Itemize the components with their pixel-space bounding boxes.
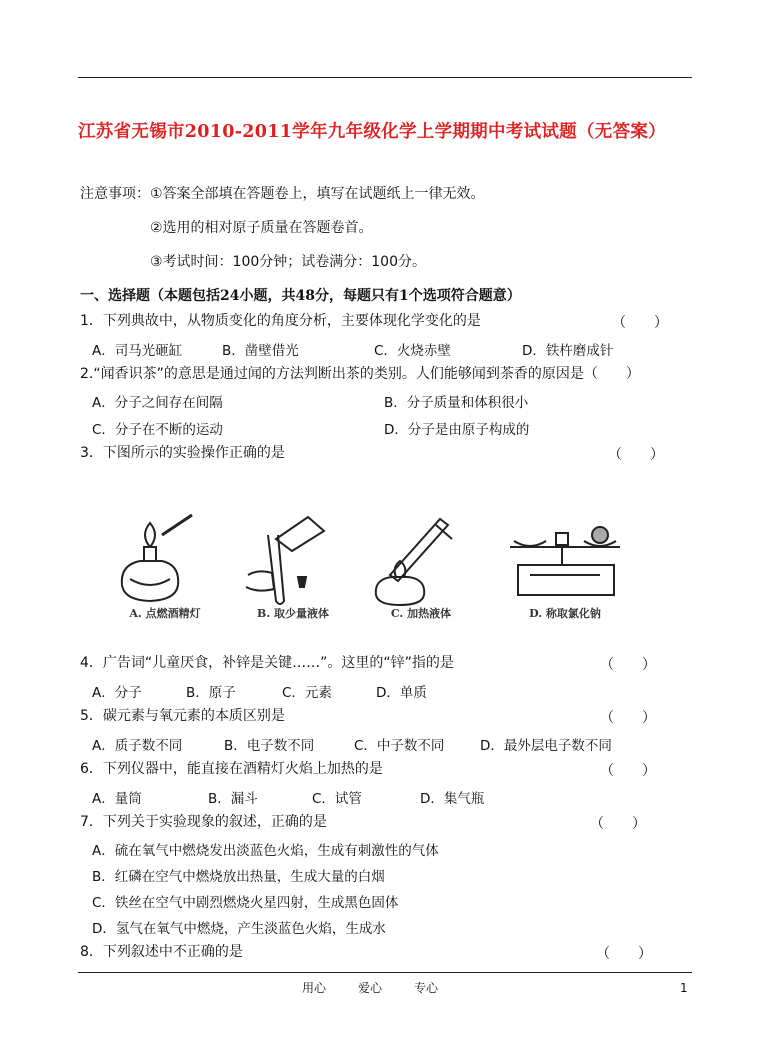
- question-6-option-b: B．漏斗: [208, 791, 258, 807]
- question-4-option-d: D．单质: [376, 685, 427, 701]
- question-4-answer-paren: （ ）: [600, 657, 656, 673]
- question-1-option-d: D．铁杵磨成针: [522, 343, 614, 359]
- question-2-option-c: C．分子在不断的运动: [92, 422, 223, 438]
- figure-c-caption: C. 加热液体: [390, 607, 452, 620]
- question-6-option-c: C．试管: [312, 791, 362, 807]
- question-2-stem: 2.“闻香识茶”的意思是通过闻的方法判断出茶的类别。人们能够闻到茶香的原因是（ ）: [80, 366, 640, 382]
- question-8-answer-paren: （ ）: [596, 946, 652, 962]
- notice-item-1: ①答案全部填在答题卷上，填写在试题纸上一律无效。: [150, 186, 485, 202]
- question-7-option-d: D．氢气在氧气中燃烧，产生淡蓝色火焰，生成水: [92, 921, 386, 937]
- notice-item-3: ③考试时间：100分钟；试卷满分：100分。: [150, 254, 426, 270]
- footer-text-2: 爱心: [358, 981, 383, 995]
- section-heading: 一、选择题（本题包括24小题，共48分，每题只有1个选项符合题意）: [80, 288, 521, 304]
- question-6-option-a: A．量筒: [92, 791, 142, 807]
- question-1-option-a: A．司马光砸缸: [92, 343, 183, 359]
- question-6-answer-paren: （ ）: [600, 763, 656, 779]
- question-1-option-c: C．火烧赤壁: [374, 343, 451, 359]
- question-4-stem: 4．广告词“儿童厌食，补锌是关键……”。这里的“锌”指的是: [80, 655, 454, 671]
- question-6-stem: 6．下列仪器中，能直接在酒精灯火焰上加热的是: [80, 761, 383, 777]
- question-7-answer-paren: （ ）: [590, 816, 646, 832]
- question-4-option-c: C．元素: [282, 685, 332, 701]
- footer-text-3: 专心: [414, 981, 439, 995]
- footer-rule: [78, 972, 692, 973]
- question-7-stem: 7．下列关于实验现象的叙述，正确的是: [80, 814, 327, 830]
- question-2-option-d: D．分子是由原子构成的: [384, 422, 530, 438]
- question-1-stem: 1．下列典故中，从物质变化的角度分析，主要体现化学变化的是: [80, 313, 481, 329]
- question-3-answer-paren: （ ）: [608, 447, 664, 463]
- question-5-option-b: B．电子数不同: [224, 738, 315, 754]
- question-7-option-a: A．硫在氧气中燃烧发出淡蓝色火焰，生成有刺激性的气体: [92, 843, 439, 859]
- page-number: 1: [680, 981, 688, 995]
- footer-text-1: 用心: [302, 981, 327, 995]
- figure-a-caption: A. 点燃酒精灯: [129, 607, 201, 620]
- question-2-option-a: A．分子之间存在间隔: [92, 395, 223, 411]
- figure-b-caption: B. 取少量液体: [257, 607, 329, 620]
- question-5-option-a: A．质子数不同: [92, 738, 183, 754]
- notice-label: 注意事项：: [80, 186, 150, 202]
- question-5-option-d: D．最外层电子数不同: [480, 738, 612, 754]
- question-7-option-c: C．铁丝在空气中剧烈燃烧火星四射，生成黑色固体: [92, 895, 399, 911]
- document-title: 江苏省无锡市2010-2011学年九年级化学上学期期中考试试题（无答案）: [78, 122, 666, 142]
- question-1-option-b: B．凿壁借光: [222, 343, 299, 359]
- question-5-stem: 5．碳元素与氧元素的本质区别是: [80, 708, 285, 724]
- question-4-option-b: B．原子: [186, 685, 236, 701]
- question-5-answer-paren: （ ）: [600, 710, 656, 726]
- figure-d-caption: D. 称取氯化钠: [529, 607, 601, 620]
- question-4-option-a: A．分子: [92, 685, 142, 701]
- question-6-option-d: D．集气瓶: [420, 791, 485, 807]
- question-7-option-b: B．红磷在空气中燃烧放出热量，生成大量的白烟: [92, 869, 385, 885]
- question-8-stem: 8．下列叙述中不正确的是: [80, 944, 243, 960]
- question-5-option-c: C．中子数不同: [354, 738, 445, 754]
- question-1-answer-paren: （ ）: [612, 315, 668, 331]
- notice-item-2: ②选用的相对原子质量在答题卷首。: [150, 220, 373, 236]
- question-3-stem: 3．下图所示的实验操作正确的是: [80, 445, 285, 461]
- question-2-option-b: B．分子质量和体积很小: [384, 395, 529, 411]
- header-rule: [78, 77, 692, 78]
